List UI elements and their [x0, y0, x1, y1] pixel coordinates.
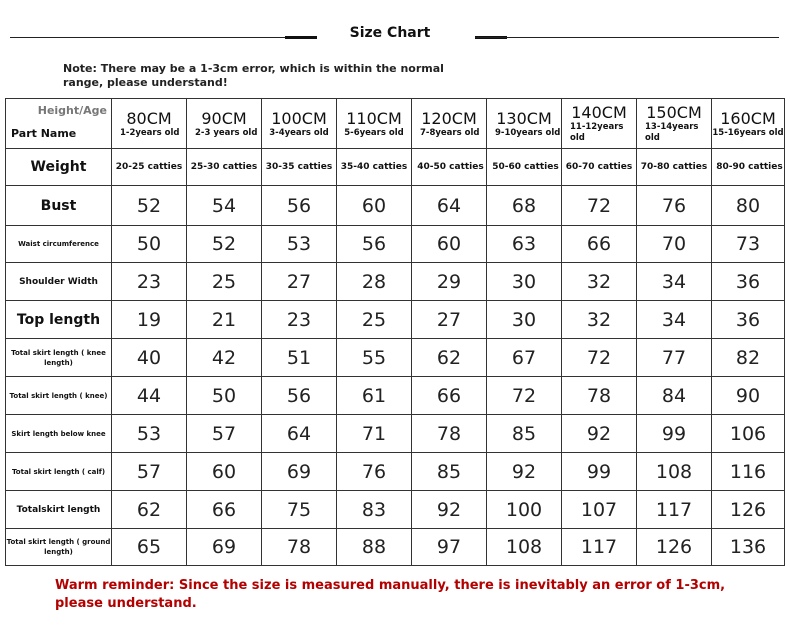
value-cell: 40 — [112, 339, 187, 377]
age-label: 13-14years old — [645, 122, 699, 143]
value-cell: 67 — [487, 339, 562, 377]
skirt-total-row — [6, 491, 785, 529]
value-cell: 27 — [412, 301, 487, 339]
size-label: 110CM — [346, 108, 402, 128]
value-cell: 63 — [487, 226, 562, 263]
weight-cell: 20-25 catties — [112, 149, 187, 186]
value-cell: 65 — [112, 529, 187, 566]
value-cell: 68 — [487, 186, 562, 226]
header-rule-right — [475, 37, 779, 38]
col-header — [487, 99, 562, 149]
row-label: Skirt length below knee — [6, 415, 112, 453]
weight-row — [6, 149, 785, 186]
value-cell: 25 — [187, 263, 262, 301]
value-cell: 88 — [337, 529, 412, 566]
weight-cell: 25-30 catties — [187, 149, 262, 186]
skirt-knee-row — [6, 377, 785, 415]
value-cell: 34 — [637, 301, 712, 339]
value-cell: 76 — [337, 453, 412, 491]
value-cell: 72 — [562, 186, 637, 226]
value-cell: 57 — [112, 453, 187, 491]
corner-cell — [6, 99, 112, 149]
value-cell: 60 — [337, 186, 412, 226]
value-cell: 54 — [187, 186, 262, 226]
value-cell: 29 — [412, 263, 487, 301]
value-cell: 32 — [562, 263, 637, 301]
value-cell: 107 — [562, 491, 637, 529]
value-cell: 84 — [637, 377, 712, 415]
value-cell: 23 — [262, 301, 337, 339]
value-cell: 66 — [187, 491, 262, 529]
row-label: Weight — [6, 149, 112, 186]
value-cell: 62 — [112, 491, 187, 529]
value-cell: 56 — [262, 377, 337, 415]
page-title: Size Chart — [349, 25, 431, 41]
value-cell: 77 — [637, 339, 712, 377]
value-cell: 90 — [712, 377, 785, 415]
value-cell: 36 — [712, 263, 785, 301]
value-cell: 78 — [562, 377, 637, 415]
value-cell: 92 — [412, 491, 487, 529]
shoulder-row — [6, 263, 785, 301]
value-cell: 30 — [487, 301, 562, 339]
weight-cell: 50-60 catties — [487, 149, 562, 186]
part-name-label: Part Name — [11, 127, 77, 140]
skirt-calf-row — [6, 453, 785, 491]
age-label: 3-4years old — [269, 127, 329, 138]
row-label: Waist circumference — [6, 226, 112, 263]
value-cell: 34 — [637, 263, 712, 301]
value-cell: 57 — [187, 415, 262, 453]
col-header — [637, 99, 712, 149]
value-cell: 64 — [262, 415, 337, 453]
size-label: 80CM — [126, 108, 172, 128]
value-cell: 32 — [562, 301, 637, 339]
value-cell: 108 — [487, 529, 562, 566]
col-header — [112, 99, 187, 149]
value-cell: 76 — [637, 186, 712, 226]
skirt-knee-length-row — [6, 339, 785, 377]
value-cell: 85 — [487, 415, 562, 453]
value-cell: 53 — [262, 226, 337, 263]
value-cell: 44 — [112, 377, 187, 415]
value-cell: 64 — [412, 186, 487, 226]
value-cell: 19 — [112, 301, 187, 339]
size-label: 150CM — [646, 103, 702, 122]
value-cell: 55 — [337, 339, 412, 377]
weight-cell: 35-40 catties — [337, 149, 412, 186]
height-age-label: Height/Age — [37, 104, 107, 117]
error-note: Note: There may be a 1-3cm error, which is within the normal range, please understand! — [63, 62, 444, 89]
weight-cell: 30-35 catties — [262, 149, 337, 186]
col-header — [562, 99, 637, 149]
col-header — [262, 99, 337, 149]
value-cell: 85 — [412, 453, 487, 491]
header-rule-left-accent — [285, 36, 317, 39]
value-cell: 92 — [562, 415, 637, 453]
value-cell: 97 — [412, 529, 487, 566]
value-cell: 21 — [187, 301, 262, 339]
value-cell: 100 — [487, 491, 562, 529]
age-label: 7-8years old — [420, 127, 480, 138]
value-cell: 126 — [712, 491, 785, 529]
value-cell: 52 — [112, 186, 187, 226]
value-cell: 117 — [562, 529, 637, 566]
value-cell: 52 — [187, 226, 262, 263]
value-cell: 60 — [412, 226, 487, 263]
value-cell: 71 — [337, 415, 412, 453]
value-cell: 75 — [262, 491, 337, 529]
value-cell: 72 — [487, 377, 562, 415]
warm-reminder: Warm reminder: Since the size is measured manually, there is inevitably an error of 1-3cm, please understand. — [55, 578, 726, 611]
size-label: 120CM — [421, 108, 477, 128]
value-cell: 78 — [262, 529, 337, 566]
age-label: 5-6years old — [344, 127, 404, 138]
value-cell: 108 — [637, 453, 712, 491]
value-cell: 66 — [562, 226, 637, 263]
value-cell: 126 — [637, 529, 712, 566]
size-label: 100CM — [271, 108, 327, 128]
top-length-row — [6, 301, 785, 339]
row-label: Top length — [6, 301, 112, 339]
value-cell: 80 — [712, 186, 785, 226]
weight-cell: 40-50 catties — [412, 149, 487, 186]
skirt-below-knee-row — [6, 415, 785, 453]
value-cell: 99 — [637, 415, 712, 453]
value-cell: 25 — [337, 301, 412, 339]
skirt-ground-row — [6, 529, 785, 566]
weight-cell: 80-90 catties — [712, 149, 785, 186]
age-label: 15-16years old — [712, 127, 784, 138]
value-cell: 56 — [262, 186, 337, 226]
value-cell: 42 — [187, 339, 262, 377]
age-label: 11-12years old — [570, 122, 624, 143]
value-cell: 36 — [712, 301, 785, 339]
size-label: 90CM — [201, 108, 247, 128]
value-cell: 92 — [487, 453, 562, 491]
size-label: 140CM — [571, 103, 627, 122]
value-cell: 30 — [487, 263, 562, 301]
size-label: 130CM — [496, 108, 552, 128]
row-label: Shoulder Width — [6, 263, 112, 301]
value-cell: 60 — [187, 453, 262, 491]
value-cell: 72 — [562, 339, 637, 377]
bust-row — [6, 186, 785, 226]
value-cell: 56 — [337, 226, 412, 263]
weight-cell: 70-80 catties — [637, 149, 712, 186]
value-cell: 78 — [412, 415, 487, 453]
value-cell: 50 — [187, 377, 262, 415]
value-cell: 99 — [562, 453, 637, 491]
value-cell: 27 — [262, 263, 337, 301]
value-cell: 70 — [637, 226, 712, 263]
age-label: 1-2years old — [120, 127, 180, 138]
row-label: Totalskirt length — [6, 491, 112, 529]
value-cell: 61 — [337, 377, 412, 415]
value-cell: 66 — [412, 377, 487, 415]
header-rule-left — [10, 37, 315, 38]
value-cell: 83 — [337, 491, 412, 529]
row-label: Total skirt length ( knee length) — [6, 339, 112, 377]
value-cell: 116 — [712, 453, 785, 491]
waist-row — [6, 226, 785, 263]
age-label: 2-3 years old — [195, 127, 258, 138]
col-header — [712, 99, 785, 149]
value-cell: 28 — [337, 263, 412, 301]
size-label: 160CM — [720, 108, 776, 128]
value-cell: 117 — [637, 491, 712, 529]
value-cell: 51 — [262, 339, 337, 377]
col-header — [187, 99, 262, 149]
col-header — [337, 99, 412, 149]
weight-cell: 60-70 catties — [562, 149, 637, 186]
value-cell: 62 — [412, 339, 487, 377]
value-cell: 23 — [112, 263, 187, 301]
row-label: Total skirt length ( ground length) — [6, 529, 112, 566]
value-cell: 82 — [712, 339, 785, 377]
value-cell: 73 — [712, 226, 785, 263]
value-cell: 50 — [112, 226, 187, 263]
row-label: Total skirt length ( calf) — [6, 453, 112, 491]
row-label: Total skirt length ( knee) — [6, 377, 112, 415]
age-label: 9-10years old — [495, 127, 561, 138]
value-cell: 69 — [262, 453, 337, 491]
value-cell: 136 — [712, 529, 785, 566]
col-header — [412, 99, 487, 149]
value-cell: 53 — [112, 415, 187, 453]
value-cell: 106 — [712, 415, 785, 453]
value-cell: 69 — [187, 529, 262, 566]
size-chart-table — [5, 98, 785, 566]
row-label: Bust — [6, 186, 112, 226]
header-row — [6, 99, 785, 149]
